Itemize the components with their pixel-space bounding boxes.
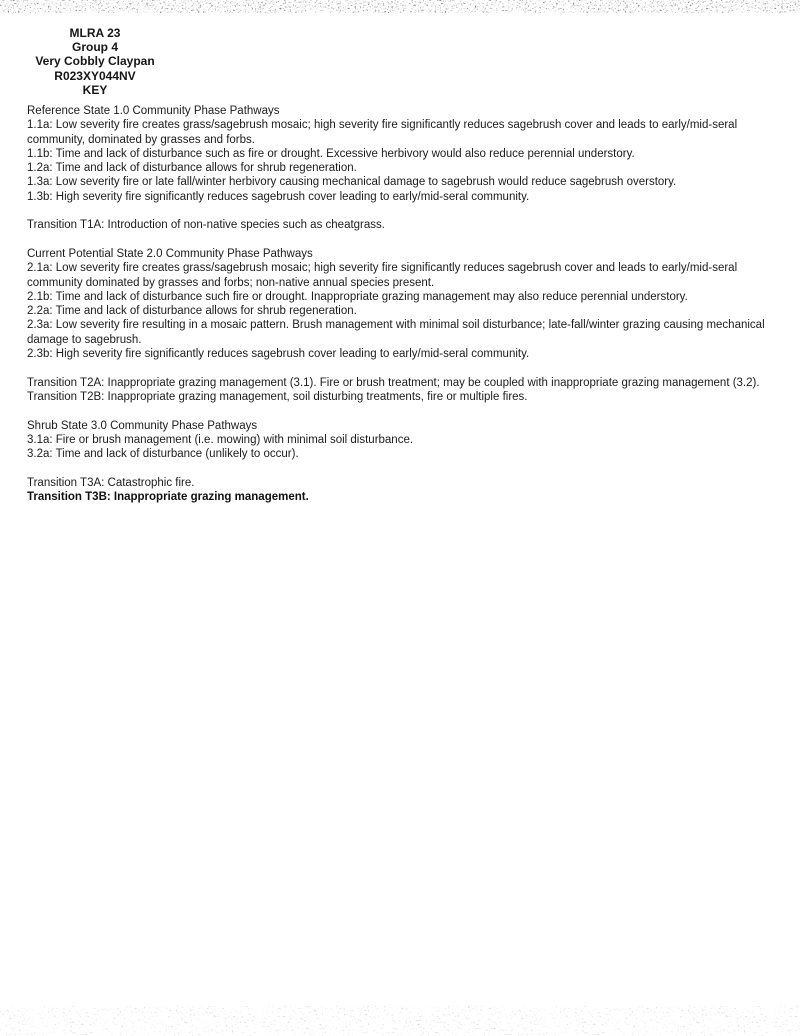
title-line-key: KEY xyxy=(82,82,108,97)
pathway-item: 3.2a: Time and lack of disturbance (unlikely to occur). xyxy=(27,448,299,461)
pathway-item: 1.3a: Low severity fire or late fall/winter herbivory causing mechanical damage to sagebrush would reduce sagebrush overstory. xyxy=(27,176,677,189)
pathway-item: 2.1b: Time and lack of disturbance such fire or drought. Inappropriate grazing management may also reduce perennial understory. xyxy=(27,290,688,303)
pathway-item: 2.2a: Time and lack of disturbance allows for shrub regeneration. xyxy=(27,305,357,318)
section-reference-state xyxy=(27,104,771,204)
title-line-site-name: Very Cobbly Claypan xyxy=(35,54,155,69)
title-line-group: Group 4 xyxy=(71,40,118,55)
transition-item: Transition T1A: Introduction of non-native species such as cheatgrass. xyxy=(27,219,385,232)
pathway-item: 1.1a: Low severity fire creates grass/sagebrush mosaic; high severity fire significantly reduces sagebrush cover and leads to early/mid-seral community, dominated by grasses and forbs. xyxy=(27,119,738,146)
document-body xyxy=(27,104,771,504)
pathway-item: 1.1b: Time and lack of disturbance such as fire or drought. Excessive herbivory would also reduce perennial understory. xyxy=(27,147,635,160)
transition-item: Transition T2B: Inappropriate grazing management, soil disturbing treatments, fire or multiple fires. xyxy=(27,390,528,403)
title-line-mlra: MLRA 23 xyxy=(69,26,121,40)
section-shrub-state xyxy=(27,419,771,462)
pathway-item: 2.3a: Low severity fire resulting in a mosaic pattern. Brush management with minimal soil disturbance; late-fall/winter grazing causing mechanical damage to sagebrush. xyxy=(27,319,765,346)
section-heading: Current Potential State 2.0 Community Phase Pathways xyxy=(27,247,313,260)
section-heading: Reference State 1.0 Community Phase Pathways xyxy=(27,105,280,117)
pathway-item: 3.1a: Fire or brush management (i.e. mowing) with minimal soil disturbance. xyxy=(27,433,414,446)
transition-t2-block xyxy=(27,376,771,405)
scan-noise-top xyxy=(0,0,800,13)
scan-noise-bottom xyxy=(0,1006,800,1036)
pathway-item: 1.2a: Time and lack of disturbance allows for shrub regeneration. xyxy=(27,162,357,175)
section-heading: Shrub State 3.0 Community Phase Pathways xyxy=(27,419,258,432)
transition-t3-block xyxy=(27,476,771,505)
title-line-site-id: R023XY044NV xyxy=(54,68,136,83)
transition-item-bold: Transition T3B: Inappropriate grazing management. xyxy=(27,491,309,504)
transition-item: Transition T3A: Catastrophic fire. xyxy=(27,476,195,489)
pathway-item: 2.3b: High severity fire significantly reduces sagebrush cover leading to early/mid-seral community. xyxy=(27,348,530,361)
transition-item: Transition T2A: Inappropriate grazing management (3.1). Fire or brush treatment; may be coupled with inappropriate grazing management (3.2). xyxy=(27,376,760,389)
pathway-item: 1.3b: High severity fire significantly reduces sagebrush cover leading to early/mid-seral community. xyxy=(27,190,530,203)
document-title-block xyxy=(0,26,190,97)
transition-t1a-block xyxy=(27,218,771,232)
section-current-potential-state xyxy=(27,247,771,361)
pathway-item: 2.1a: Low severity fire creates grass/sagebrush mosaic; high severity fire significantly reduces sagebrush cover and leads to early/mid-seral community dominated by grasses and forbs; non-native annual species present. xyxy=(27,262,738,289)
